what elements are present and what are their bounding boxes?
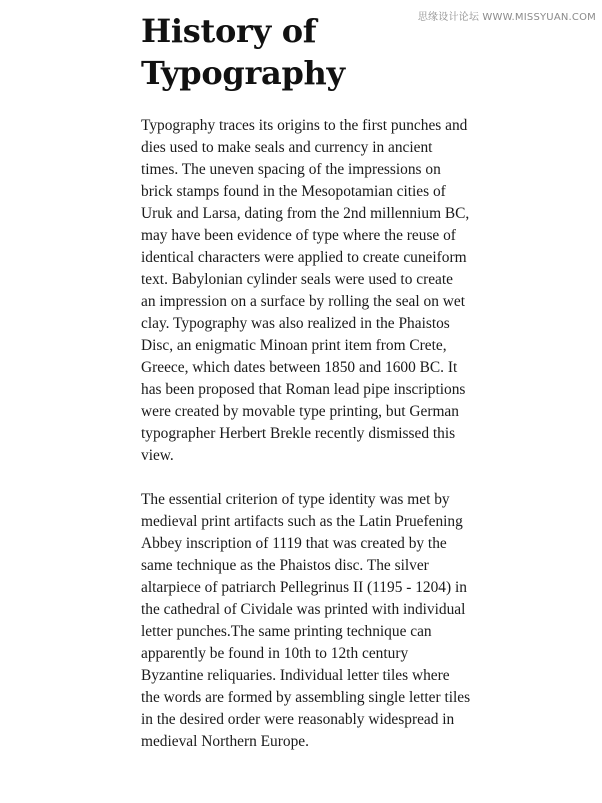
article-title: History of Typography: [141, 12, 345, 92]
article-paragraph-1: Typography traces its origins to the first punches and dies used to make seals and currency in ancient times. The uneven spacing of the impressions on brick stamps found in the Mesopotamian cities of Uruk and Larsa, dating from the 2nd millennium BC, may have been evidence of type where the reuse of identical characters were applied to create cuneiform text. Babylonian cylinder seals were used to create an impression on a surface by rolling the seal on wet clay. Typography was also realized in the Phaistos Disc, an enigmatic Minoan print item from Crete, Greece, which dates between 1850 and 1600 BC. It has been proposed that Roman lead pipe inscriptions were created by movable type printing, but German typographer Herbert Brekle recently dismissed this view.: [141, 117, 470, 464]
article-paragraph-2: The essential criterion of type identity was met by medieval print artifacts such as the Latin Pruefening Abbey inscription of 1119 that was created by the same technique as the Phaistos disc. The silver altarpiece of patriarch Pellegrinus II (1195 - 1204) in the cathedral of Cividale was printed with individual letter punches.The same printing technique can apparently be found in 10th to 12th century Byzantine reliquaries. Individual letter tiles where the words are formed by assembling single letter tiles in the desired order were reasonably widespread in medieval Northern Europe.: [141, 491, 471, 750]
site-watermark: 思缘设计论坛 WWW.MISSYUAN.COM: [417, 12, 596, 23]
article: [141, 10, 471, 753]
